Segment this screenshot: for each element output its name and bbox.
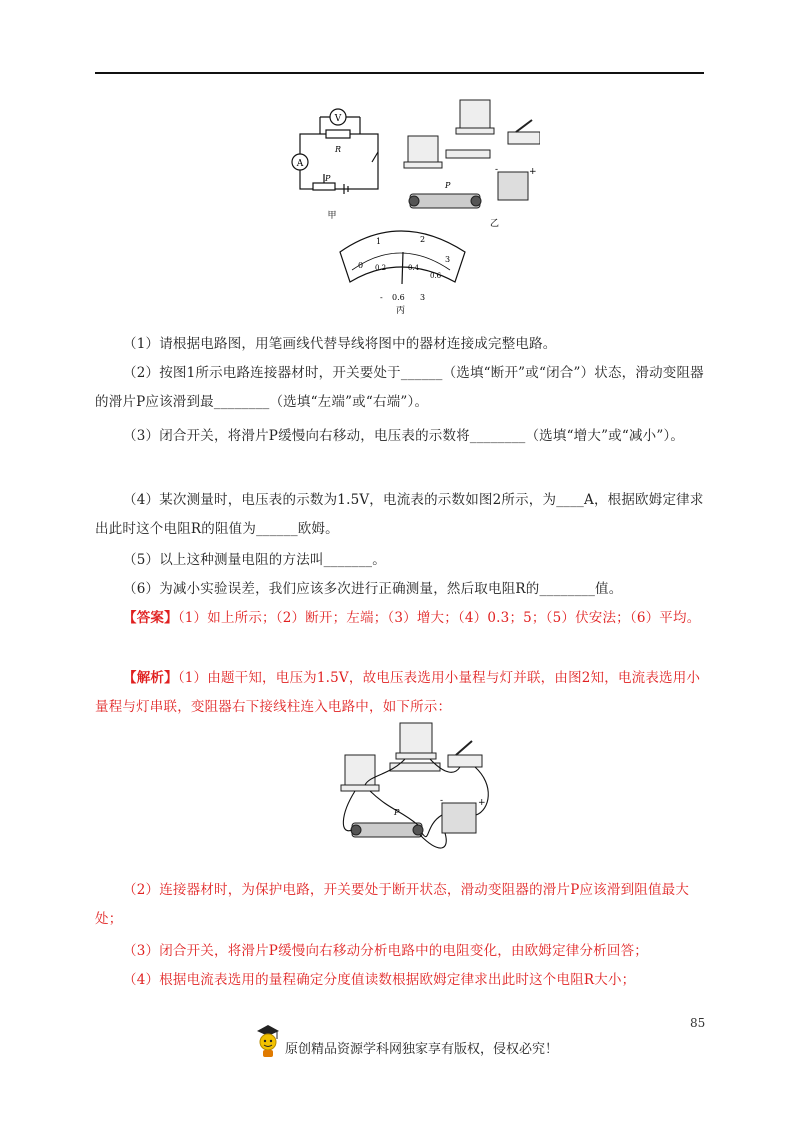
dial-scale-0-2: 0.2 <box>375 264 387 272</box>
page-number: 85 <box>690 1016 706 1030</box>
mid-slider-symbol: P <box>394 808 400 817</box>
dial-scale-0-6: 0.6 <box>430 272 442 280</box>
question-4: （4）某次测量时，电压表的示数为1.5V，电流表的示数如图2所示，为____A，根据欧姆定律求出此时这个电阻R的阻值为______欧姆。 <box>95 492 704 537</box>
question-3: （3）闭合开关，将滑片P缓慢向右移动，电压表的示数将________（选填“增大”或“减小”）。 <box>123 428 685 444</box>
terminal-0-6: 0.6 <box>392 293 405 302</box>
dial-scale-0-4: 0.4 <box>408 264 420 272</box>
analysis-label: 【解析】 <box>123 670 178 686</box>
footer <box>255 1020 558 1060</box>
resistor-symbol: R <box>334 145 342 154</box>
header-rule <box>95 72 704 74</box>
question-5: （5）以上这种测量电阻的方法叫_______。 <box>123 552 386 568</box>
copyright-text: 原创精品资源学科网独家享有版权，侵权必究！ <box>285 1041 559 1057</box>
analysis-text-1: （1）由题干知，电压为1.5V，故电压表选用小量程与灯并联，由图2知，电流表选用小量程与灯串联，变阻器右下接线柱连入电路中，如下所示： <box>95 670 701 715</box>
figure-label-bing: 丙 <box>396 306 406 316</box>
terminal-minus: - <box>380 293 383 302</box>
battery-plus-symbol: + <box>529 167 537 177</box>
answer-block <box>95 604 705 633</box>
ammeter-symbol: A <box>296 159 304 169</box>
circuit-figure <box>280 92 540 317</box>
answer-label: 【答案】 <box>123 610 178 626</box>
dial-scale-2: 2 <box>420 235 426 244</box>
analysis-block-4: （4）根据电流表选用的量程确定分度值读数根据欧姆定律求出此时这个电阻R大小； <box>123 972 636 988</box>
battery-minus-symbol: - <box>495 165 499 175</box>
mid-battery-plus: + <box>478 798 486 808</box>
rheostat-slider-symbol: P <box>445 181 451 190</box>
answer-text: （1）如上所示；（2）断开；左端；（3）增大；（4）0.3；5；（5）伏安法；（6）平均。 <box>177 610 701 626</box>
analysis-block-3: （3）闭合开关，将滑片P缓慢向右移动分析电路中的电阻变化，由欧姆定律分析回答； <box>123 943 648 959</box>
mid-battery-minus: - <box>440 796 444 806</box>
connected-circuit-figure <box>330 715 500 865</box>
equipment-drawing-yi <box>404 100 540 208</box>
dial-scale-1: 1 <box>376 237 382 246</box>
dial-scale-3: 3 <box>445 255 451 264</box>
figure-label-yi: 乙 <box>490 219 500 229</box>
analysis-block-1 <box>95 664 705 722</box>
terminal-3: 3 <box>420 293 426 302</box>
question-2: （2）按图1所示电路连接器材时，开关要处于______（选填“断开”或“闭合”）状态，滑动变阻器的滑片P应该滑到最________（选填“左端”或“右端”）。 <box>95 365 704 410</box>
analysis-block-2: （2）连接器材时，为保护电路，开关要处于断开状态，滑动变阻器的滑片P应该滑到阻值最大处； <box>95 882 690 927</box>
slider-symbol: P <box>325 174 331 183</box>
dial-scale-0: 0 <box>358 261 364 270</box>
voltmeter-symbol: V <box>334 114 342 124</box>
figure-label-jia: 甲 <box>327 211 337 221</box>
question-6: （6）为减小实验误差，我们应该多次进行正确测量，然后取电阻R的________值。 <box>123 581 623 597</box>
mascot-icon <box>255 1021 281 1059</box>
question-1: （1）请根据电路图，用笔画线代替导线将图中的器材连接成完整电路。 <box>123 336 557 352</box>
